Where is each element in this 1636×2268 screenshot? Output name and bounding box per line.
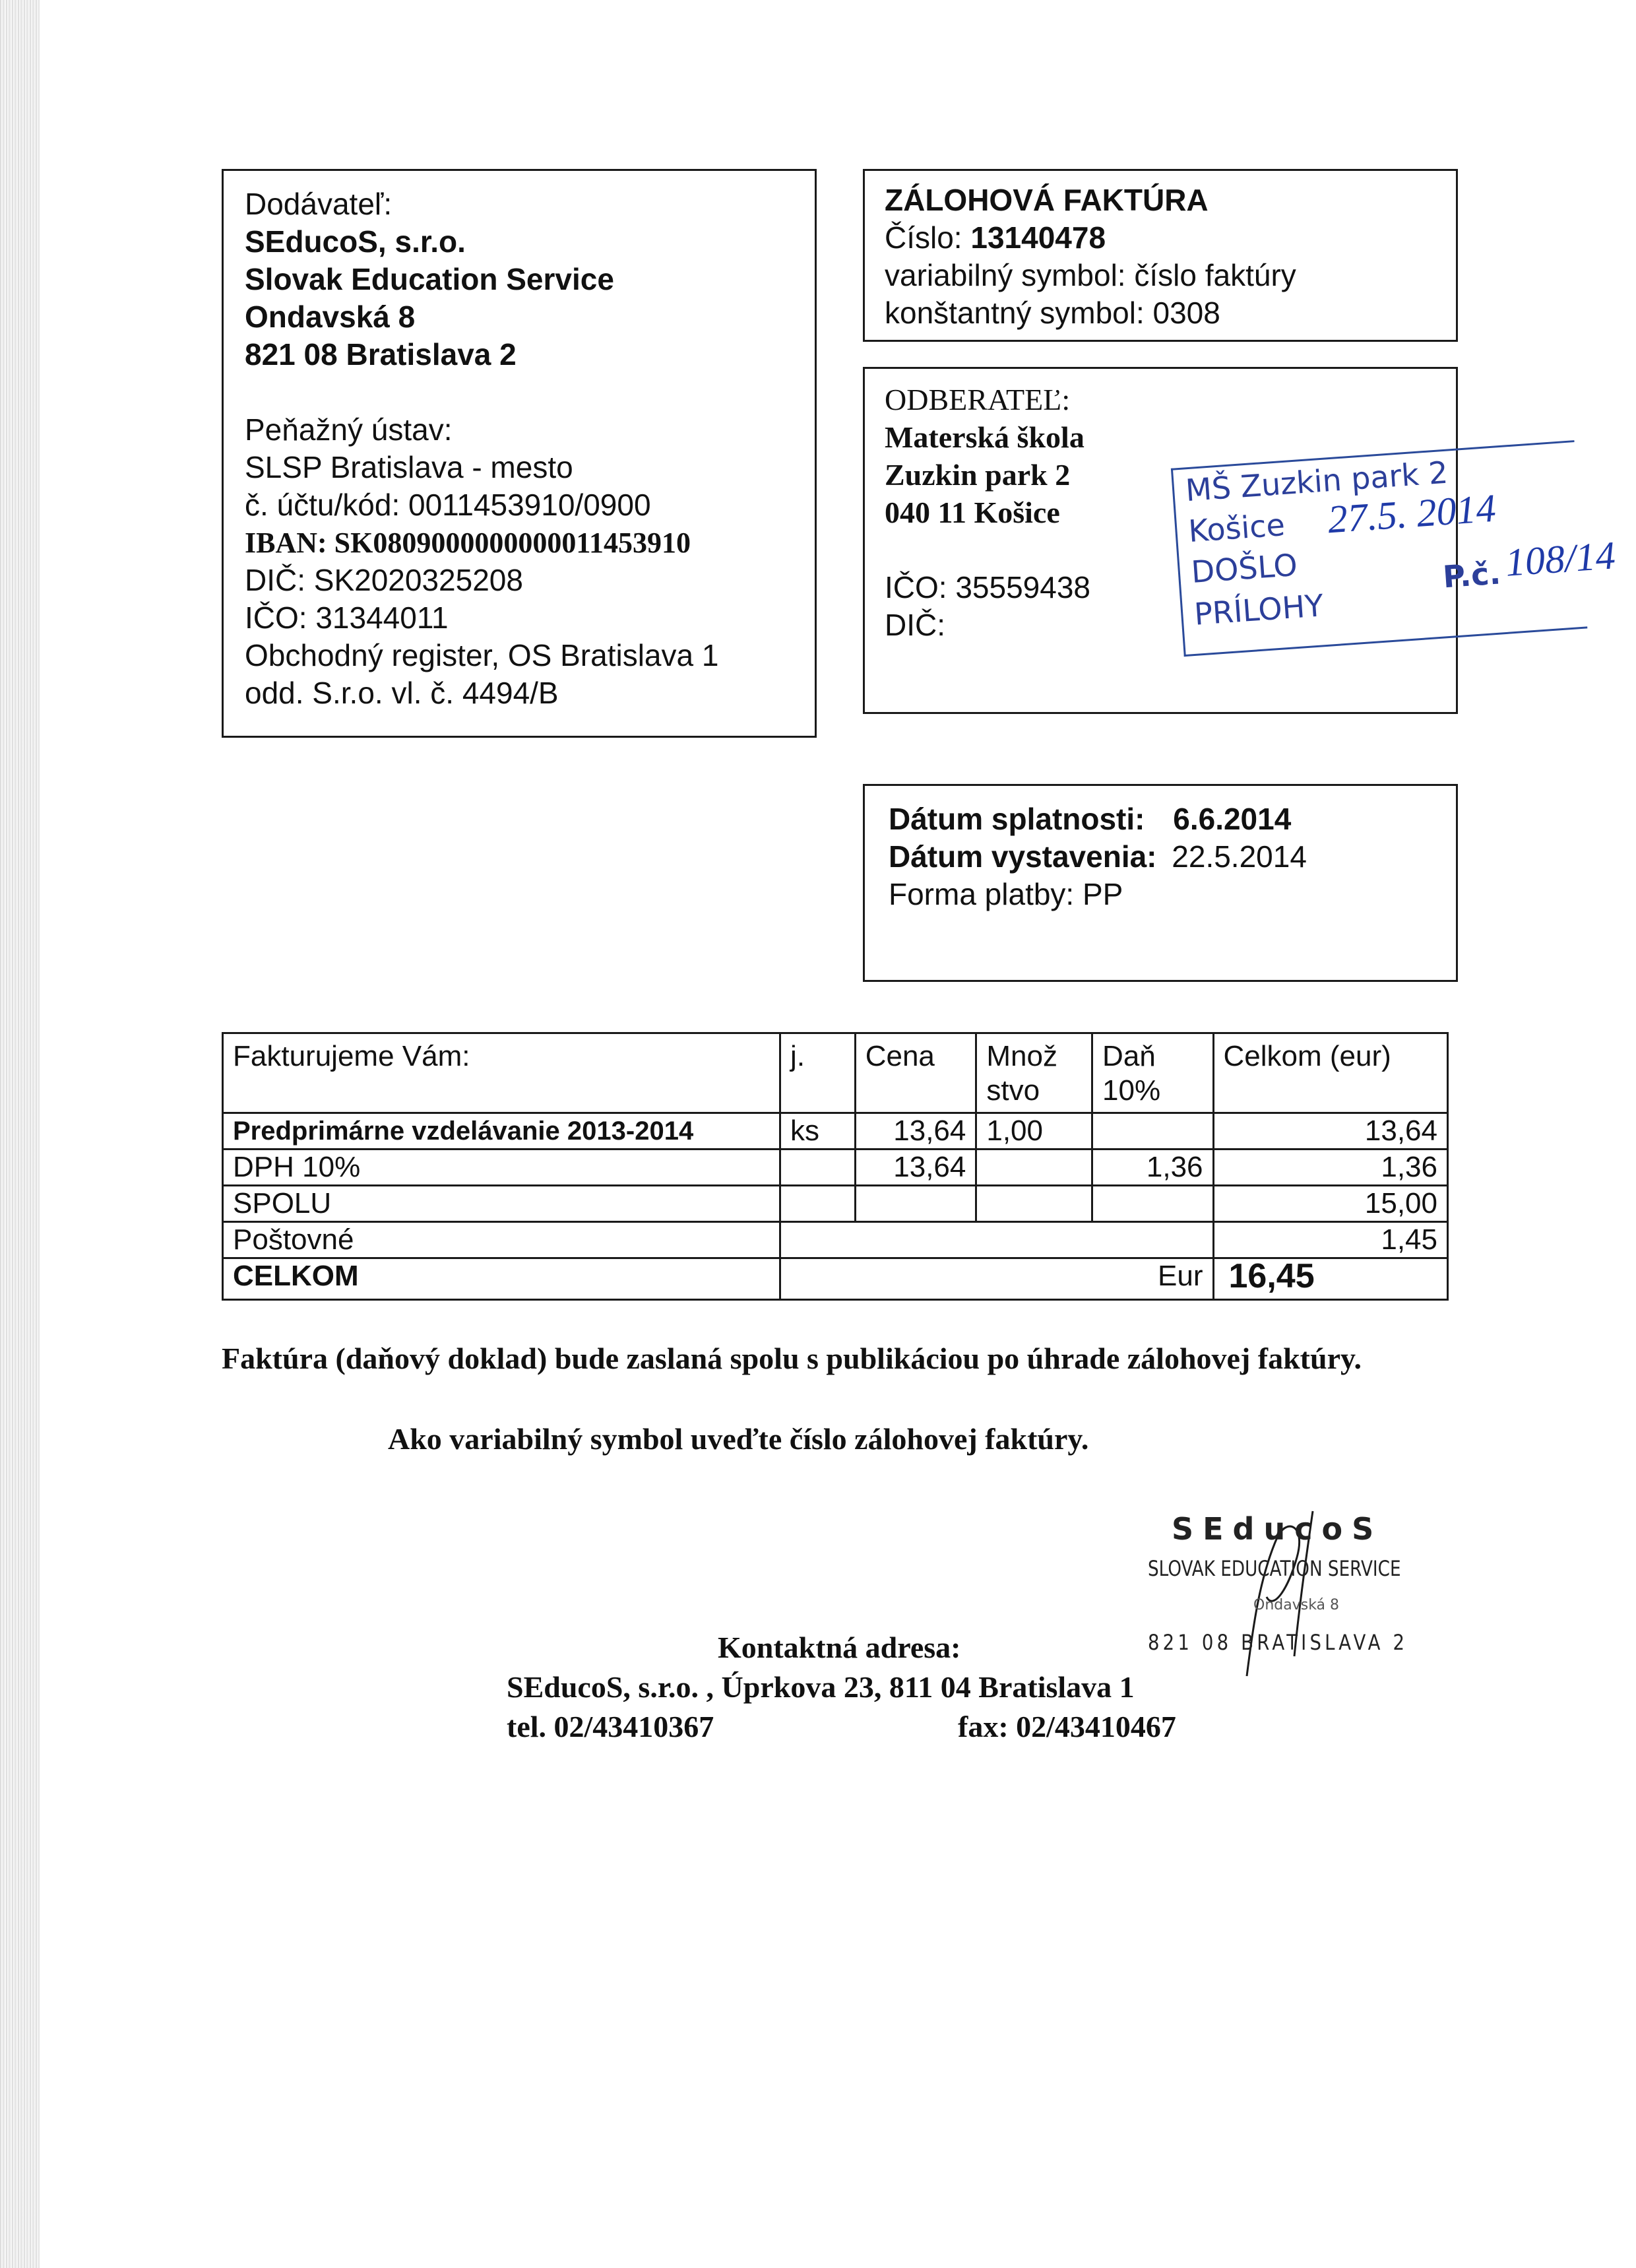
header-tax-line1: Daň: [1102, 1040, 1156, 1072]
due-date-row: [889, 800, 1456, 838]
buyer-label: ODBERATEĽ:: [885, 383, 1071, 416]
header-desc: Fakturujeme Vám:: [223, 1033, 780, 1113]
header-total: Celkom (eur): [1213, 1033, 1447, 1113]
supplier-dic: DIČ: SK2020325208: [245, 563, 523, 597]
due-date-label: Dátum splatnosti:: [889, 802, 1145, 836]
iban: IBAN: SK0809000000000011453910: [245, 527, 691, 559]
stamp-line1: MŠ Zuzkin park 2: [1184, 454, 1449, 509]
constant-symbol: konštantný symbol: 0308: [885, 296, 1220, 330]
seal-line2: SLOVAK EDUCATION SERVICE: [1148, 1556, 1401, 1581]
table-row: [223, 1113, 1448, 1150]
header-qty-line1: Množ: [986, 1040, 1057, 1072]
invoice-title: ZÁLOHOVÁ FAKTÚRA: [885, 183, 1209, 217]
seal-name: SEducoS: [1172, 1511, 1383, 1547]
row4-empty: [780, 1222, 1213, 1258]
issue-date: 22.5.2014: [1172, 839, 1307, 874]
contact-tel: tel. 02/43410367: [507, 1710, 714, 1743]
row2-price: 13,64: [855, 1150, 976, 1186]
row2-desc: DPH 10%: [223, 1150, 780, 1186]
supplier-name: SEducoS, s.r.o.: [245, 224, 466, 259]
supplier-city: 821 08 Bratislava 2: [245, 337, 517, 372]
row3-desc: SPOLU: [223, 1186, 780, 1222]
bank-name: SLSP Bratislava - mesto: [245, 450, 573, 484]
invoice-number: 13140478: [970, 220, 1106, 255]
row3-price: [855, 1186, 976, 1222]
header-price: Cena: [855, 1033, 976, 1113]
buyer-city: 040 11 Košice: [885, 496, 1060, 529]
buyer-dic: DIČ:: [885, 608, 945, 642]
note-variable-symbol: Ako variabilný symbol uveďte číslo zálohovej faktúry.: [388, 1422, 1089, 1456]
table-row: [223, 1186, 1448, 1222]
row4-desc: Poštovné: [223, 1222, 780, 1258]
row2-tax: 1,36: [1092, 1150, 1213, 1186]
row2-qty: [976, 1150, 1092, 1186]
note-invoice: Faktúra (daňový doklad) bude zaslaná spolu s publikáciou po úhrade zálohovej faktúry.: [222, 1342, 1362, 1375]
items-table: [222, 1032, 1449, 1301]
header-unit: j.: [780, 1033, 856, 1113]
table-row: [223, 1150, 1448, 1186]
row2-total: 1,36: [1213, 1150, 1447, 1186]
row3-tax: [1092, 1186, 1213, 1222]
stamp-reg-label: P.č.: [1441, 555, 1502, 595]
seal-line3: Ondavská 8: [1253, 1597, 1340, 1613]
row1-desc: Predprimárne vzdelávanie 2013-2014: [223, 1113, 780, 1150]
row1-unit: ks: [780, 1113, 856, 1150]
row5-desc: CELKOM: [223, 1258, 780, 1300]
invoice-header-box: [863, 169, 1458, 342]
header-qty-line2: stvo: [986, 1074, 1040, 1107]
row1-tax: [1092, 1113, 1213, 1150]
row2-unit: [780, 1150, 856, 1186]
row4-total: 1,45: [1213, 1222, 1447, 1258]
buyer-ico: IČO: 35559438: [885, 570, 1091, 604]
buyer-name: Materská škola: [885, 420, 1085, 454]
issue-date-row: [889, 838, 1456, 876]
received-stamp: [1168, 393, 1617, 663]
company-seal: [1148, 1505, 1464, 1702]
scan-edge-artifact: [0, 0, 40, 2268]
stamp-date-handwritten: 27.5. 2014: [1326, 486, 1497, 542]
stamp-line4: PRÍLOHY: [1193, 587, 1325, 632]
contact-address: SEducoS, s.r.o. , Úprkova 23, 811 04 Bratislava 1: [507, 1670, 1135, 1704]
stamp-line3: DOŠLO: [1190, 546, 1299, 590]
variable-symbol: variabilný symbol: číslo faktúry: [885, 258, 1296, 292]
invoice-number-label: Číslo:: [885, 220, 962, 255]
table-header-row: [223, 1033, 1448, 1113]
seal-line4: 821 08 BRATISLAVA 2: [1148, 1630, 1408, 1655]
supplier-register2: odd. S.r.o. vl. č. 4494/B: [245, 676, 559, 710]
row1-qty: 1,00: [976, 1113, 1092, 1150]
header-tax-line2: 10%: [1102, 1074, 1161, 1107]
header-qty: [976, 1033, 1092, 1113]
row3-qty: [976, 1186, 1092, 1222]
stamp-reg-handwritten: 108/14: [1503, 533, 1617, 585]
dates-box: [863, 784, 1458, 982]
row1-total: 13,64: [1213, 1113, 1447, 1150]
bank-label: Peňažný ústav:: [245, 412, 453, 447]
supplier-name2: Slovak Education Service: [245, 262, 614, 296]
stamp-line2: Košice: [1187, 507, 1286, 550]
row1-price: 13,64: [855, 1113, 976, 1150]
header-tax: [1092, 1033, 1213, 1113]
invoice-number-row: [885, 219, 1456, 257]
supplier-box: [222, 169, 817, 738]
table-row: [223, 1258, 1448, 1300]
supplier-ico: IČO: 31344011: [245, 600, 449, 635]
issue-date-label: Dátum vystavenia:: [889, 839, 1157, 874]
row5-currency: Eur: [780, 1258, 1213, 1300]
row3-total: 15,00: [1213, 1186, 1447, 1222]
bank-account: č. účtu/kód: 0011453910/0900: [245, 488, 651, 522]
payment-form: Forma platby: PP: [889, 877, 1123, 911]
supplier-street: Ondavská 8: [245, 300, 416, 334]
row3-unit: [780, 1186, 856, 1222]
supplier-register: Obchodný register, OS Bratislava 1: [245, 638, 719, 672]
contact-fax: fax: 02/43410467: [958, 1710, 1176, 1743]
supplier-label: Dodávateľ:: [245, 187, 393, 221]
contact-title: Kontaktná adresa:: [718, 1631, 961, 1664]
table-row: [223, 1222, 1448, 1258]
row5-total: 16,45: [1213, 1258, 1447, 1300]
buyer-street: Zuzkin park 2: [885, 458, 1071, 492]
due-date: 6.6.2014: [1173, 802, 1292, 836]
